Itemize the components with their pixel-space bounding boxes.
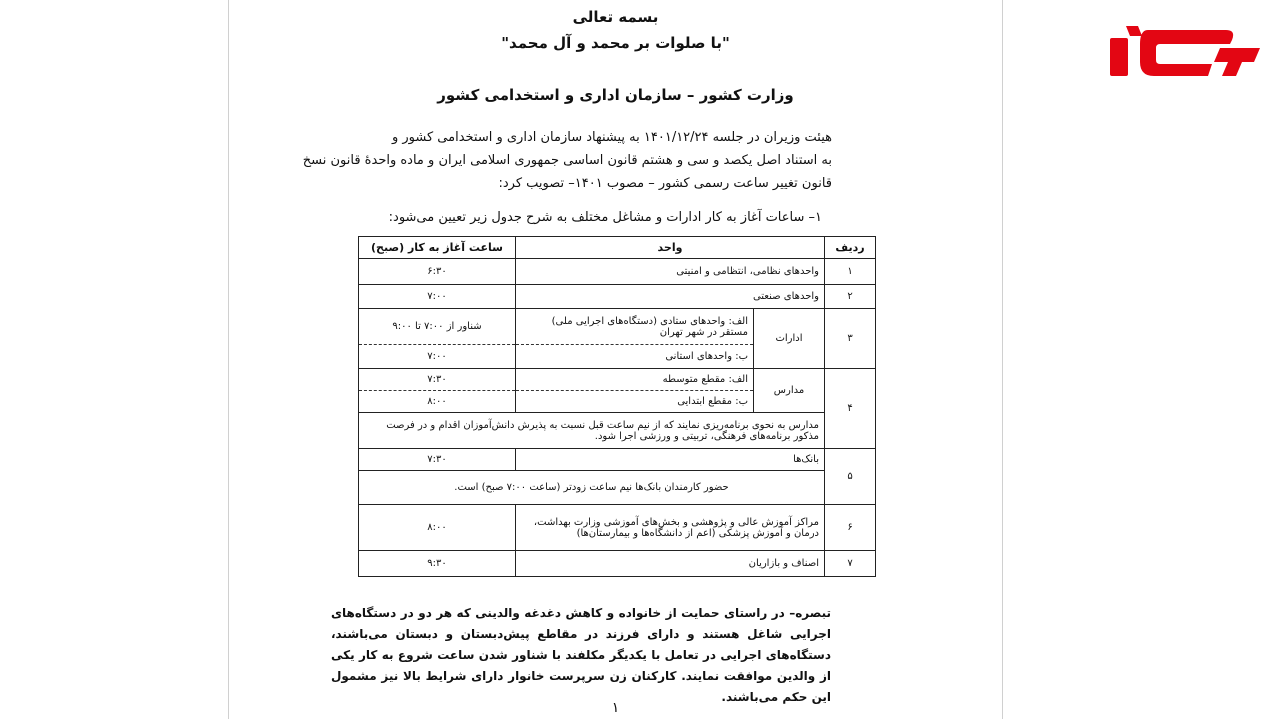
row-number: ۷	[825, 551, 876, 577]
row-subunit: الف: واحدهای ستادی (دستگاه‌های اجرایی ملی) مستقر در شهر تهران	[516, 309, 754, 345]
row-subunit: ب: مقطع ابتدایی	[516, 391, 754, 413]
row-number: ۵	[825, 449, 876, 505]
intro-line-2: به استناد اصل یکصد و سی و هشتم قانون اساسی جمهوری اسلامی ایران و ماده واحدهٔ قانون نسخ	[302, 153, 832, 168]
table-row	[359, 309, 876, 345]
row-time: ۷:۰۰	[359, 285, 516, 309]
table-row	[359, 551, 876, 577]
table-row	[359, 259, 876, 285]
header-start-time: ساعت آغاز به کار (صبح)	[359, 237, 516, 259]
header-ministry: وزارت کشور – سازمان اداری و استخدامی کشور	[437, 86, 794, 104]
table-row	[359, 285, 876, 309]
row-unit: اصناف و بازاریان	[516, 551, 825, 577]
row-group: ادارات	[754, 309, 825, 369]
header-unit: واحد	[516, 237, 825, 259]
row-number: ۴	[825, 369, 876, 449]
header-salavat: "با صلوات بر محمد و آل محمد"	[501, 34, 730, 52]
table-row	[359, 505, 876, 551]
row-time: ۸:۰۰	[359, 391, 516, 413]
header-bismillah: بسمه تعالی	[572, 8, 659, 26]
table-row	[359, 369, 876, 391]
row-time: ۷:۰۰	[359, 345, 516, 369]
row-time: ۷:۳۰	[359, 449, 516, 471]
table-header-row	[359, 237, 876, 259]
page-edge-right	[1002, 0, 1003, 719]
row-note: مدارس به نحوی برنامه‌ریزی نمایند که از نیم ساعت قبل نسبت به پذیرش دانش‌آموزان اقدام و در فرصت مذکور برنامه‌های فرهنگی، تربیتی و ورزشی اجرا شود.	[359, 413, 825, 449]
row-number: ۳	[825, 309, 876, 369]
table-row	[359, 449, 876, 471]
row-group: مدارس	[754, 369, 825, 413]
document-page	[229, 0, 1002, 719]
row-time: ۶:۳۰	[359, 259, 516, 285]
intro-line-3: قانون تغییر ساعت رسمی کشور – مصوب ۱۴۰۱– تصویب کرد:	[498, 176, 832, 191]
row-note: حضور کارمندان بانک‌ها نیم ساعت زودتر (ساعت ۷:۰۰ صبح) است.	[359, 471, 825, 505]
row-time: ۷:۳۰	[359, 369, 516, 391]
working-hours-table	[358, 236, 876, 577]
intro-line-1: هیئت وزیران در جلسه ۱۴۰۱/۱۲/۲۴ به پیشنهاد سازمان اداری و استخدامی کشور و	[391, 130, 832, 145]
row-unit: بانک‌ها	[516, 449, 825, 471]
intro-line-4: ۱– ساعات آغاز به کار ادارات و مشاغل مختلف به شرح جدول زیر تعیین می‌شود:	[388, 210, 822, 225]
header-row-number: ردیف	[825, 237, 876, 259]
row-time: ۸:۰۰	[359, 505, 516, 551]
row-subunit: ب: واحدهای استانی	[516, 345, 754, 369]
row-number: ۶	[825, 505, 876, 551]
rokna-logo-icon	[1108, 22, 1264, 82]
row-unit: واحدهای نظامی، انتظامی و امنیتی	[516, 259, 825, 285]
footnote-tabsareh: تبصره– در راستای حمایت از خانواده و کاهش دغدغه والدینی که هر دو در دستگاه‌های اجرایی شاغل هستند و دارای فرزند در مقاطع پیش‌دبستان و دبستان می‌باشند، دستگاه‌های اجرایی در تعامل با یکدیگر مکلفند با شناور شدن ساعت شروع به کار یکی از والدین موافقت نمایند. کارکنان زن سرپرست خانوار دارای شرایط بالا نیز مشمول این حکم می‌باشند.	[331, 606, 831, 704]
table-row	[359, 471, 876, 505]
row-number: ۱	[825, 259, 876, 285]
row-time: شناور از ۷:۰۰ تا ۹:۰۰	[359, 309, 516, 345]
table-row	[359, 413, 876, 449]
row-number: ۲	[825, 285, 876, 309]
page-number: ۱	[611, 700, 620, 716]
row-time: ۹:۳۰	[359, 551, 516, 577]
row-subunit: الف: مقطع متوسطه	[516, 369, 754, 391]
row-unit: واحدهای صنعتی	[516, 285, 825, 309]
row-unit: مراکز آموزش عالی و پژوهشی و بخش‌های آموزشی وزارت بهداشت، درمان و آموزش پزشکی (اعم از دانشگاه‌ها و بیمارستان‌ها)	[516, 505, 825, 551]
